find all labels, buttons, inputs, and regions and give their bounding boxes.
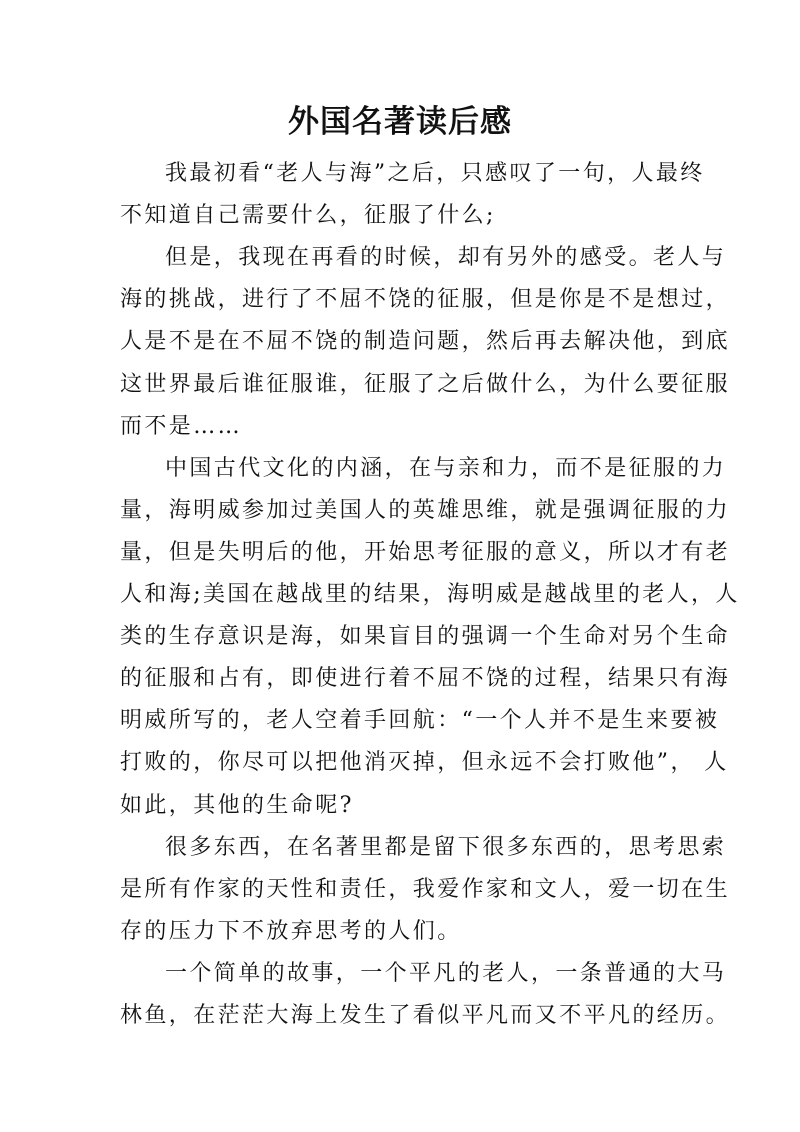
text-line: 不知道自己需要什么，征服了什么; xyxy=(120,203,496,229)
text-line: 人是不是在不屈不饶的制造问题，然后再去解决他，到底 xyxy=(120,329,731,355)
text-line: 而不是…… xyxy=(120,413,243,439)
text-line: 的征服和占有，即使进行着不屈不饶的过程，结果只有海 xyxy=(120,666,731,692)
text-line: 中国古代文化的内涵，在与亲和力，而不是征服的力 xyxy=(165,455,727,481)
text-line: 我最初看“老人与海”之后，只感叹了一句，人最终 xyxy=(165,161,705,186)
text-line: 如此，其他的生命呢? xyxy=(120,792,354,818)
text-line: 明威所写的，老人空着手回航：“一个人并不是生来要被 xyxy=(120,708,720,734)
text-line: 林鱼，在茫茫大海上发生了看似平凡而又不平凡的经历。 xyxy=(120,1003,731,1028)
text-line: 海的挑战，进行了不屈不饶的征服，但是你是不是想过， xyxy=(120,287,731,313)
text-line: 存的压力下不放弃思考的人们。 xyxy=(120,918,462,944)
text-line: 量，但是失明后的他，开始思考征服的意义，所以才有老 xyxy=(120,539,731,565)
text-line: 量，海明威参加过美国人的英雄思维，就是强调征服的力 xyxy=(120,497,731,523)
text-line: 是所有作家的天性和责任，我爱作家和文人，爱一切在生 xyxy=(120,876,731,902)
text-line: 类的生存意识是海，如果盲目的强调一个生命对另个生命 xyxy=(120,624,731,650)
text-line: 这世界最后谁征服谁，征服了之后做什么，为什么要征服 xyxy=(120,371,731,397)
document-title: 外国名著读后感 xyxy=(288,104,512,140)
text-line: 但是，我现在再看的时候，却有另外的感受。老人与 xyxy=(165,245,727,271)
text-line: 人和海;美国在越战里的结果，海明威是越战里的老人，人 xyxy=(120,582,740,607)
text-line: 打败的，你尽可以把他消灭掉，但永远不会打败他”， 人 xyxy=(120,750,729,776)
text-line: 一个简单的故事，一个平凡的老人，一条普通的大马 xyxy=(165,960,727,986)
text-line: 很多东西，在名著里都是留下很多东西的，思考思索 xyxy=(165,834,727,860)
